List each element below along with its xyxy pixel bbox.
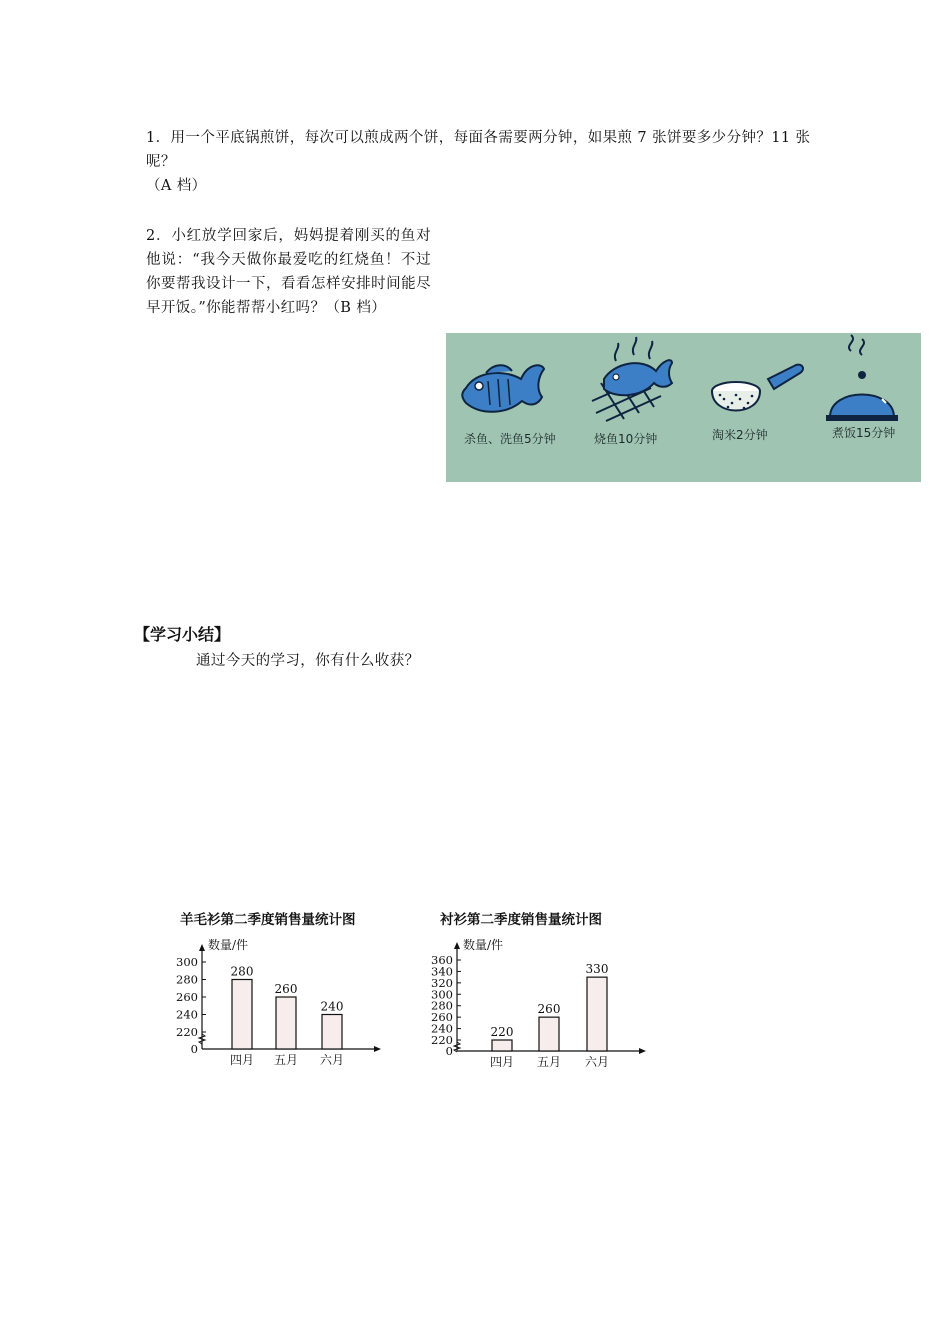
y-tick-label: 0 — [445, 1044, 453, 1058]
bar — [587, 977, 607, 1051]
chart-title: 羊毛衫第二季度销售量统计图 — [180, 912, 356, 928]
bar-value-label: 280 — [230, 964, 254, 979]
rice-strainer-icon — [712, 365, 803, 411]
y-tick-label: 220 — [176, 1025, 198, 1039]
y-tick-label: 260 — [431, 1010, 453, 1025]
bar-value-label: 240 — [320, 999, 344, 1014]
x-tick-label: 六月 — [319, 1053, 345, 1067]
question-1-level: （A 档） — [146, 178, 207, 194]
summary-title: 【学习小结】 — [134, 625, 231, 644]
sweater-sales-chart — [176, 911, 381, 1067]
question-2-text: 2．小红放学回家后，妈妈提着刚买的鱼对他说：“我今天做你最爱吃的红烧鱼！不过你要帮我设计一下，看看怎样安排时间能尽早开饭。”你能帮帮小红吗？（B 档） — [146, 228, 431, 316]
grilled-fish-icon — [592, 337, 672, 421]
y-tick-label: 280 — [176, 972, 198, 987]
bar-value-label: 330 — [585, 962, 609, 977]
question-2 — [146, 224, 431, 320]
rice-pot-icon — [826, 335, 898, 421]
y-tick-label: 320 — [431, 975, 453, 990]
shirt-sales-chart — [431, 911, 646, 1069]
step-label: 杀鱼、洗鱼5分钟 — [464, 432, 556, 446]
y-axis-label: 数量/件 — [463, 938, 504, 952]
bar — [492, 1040, 512, 1051]
bar-value-label: 260 — [274, 982, 298, 996]
step-label: 淘米2分钟 — [712, 428, 768, 442]
bar — [322, 1015, 342, 1050]
cooking-steps-illustration — [446, 333, 921, 482]
question-1 — [146, 126, 826, 198]
y-tick-label: 300 — [176, 955, 198, 969]
y-tick-label: 0 — [190, 1042, 198, 1056]
bar — [539, 1017, 559, 1051]
x-tick-label: 四月 — [229, 1053, 255, 1067]
bar-value-label: 260 — [537, 1002, 561, 1017]
bar-value-label: 220 — [490, 1025, 514, 1039]
x-tick-label: 六月 — [584, 1055, 610, 1069]
y-axis-arrow — [454, 942, 460, 949]
x-axis-arrow — [639, 1048, 646, 1054]
y-tick-label: 260 — [176, 990, 198, 1004]
step-label: 煮饭15分钟 — [832, 426, 896, 440]
question-1-text: 1．用一个平底锅煎饼，每次可以煎成两个饼，每面各需要两分钟，如果煎 7 张饼要多少分钟？11 张呢？ — [146, 130, 811, 170]
y-tick-label: 220 — [431, 1033, 453, 1047]
y-tick-label: 300 — [431, 987, 453, 1002]
y-axis-label: 数量/件 — [208, 938, 249, 952]
fish-icon — [462, 365, 544, 412]
y-axis-arrow — [199, 944, 205, 951]
summary-question: 通过今天的学习，你有什么收获？ — [196, 653, 420, 669]
chart-title: 衬衫第二季度销售量统计图 — [440, 912, 602, 928]
step-label: 烧鱼10分钟 — [594, 432, 658, 446]
x-tick-label: 四月 — [489, 1055, 515, 1069]
x-tick-label: 五月 — [273, 1053, 299, 1067]
sales-charts — [168, 902, 648, 1092]
y-tick-label: 280 — [431, 998, 453, 1013]
bar — [276, 997, 296, 1049]
x-tick-label: 五月 — [536, 1055, 562, 1069]
y-tick-label: 340 — [431, 964, 453, 979]
y-tick-label: 240 — [431, 1021, 453, 1036]
y-tick-label: 240 — [176, 1007, 198, 1022]
bar — [232, 980, 252, 1050]
y-tick-label: 360 — [431, 953, 453, 967]
x-axis-arrow — [374, 1046, 381, 1052]
